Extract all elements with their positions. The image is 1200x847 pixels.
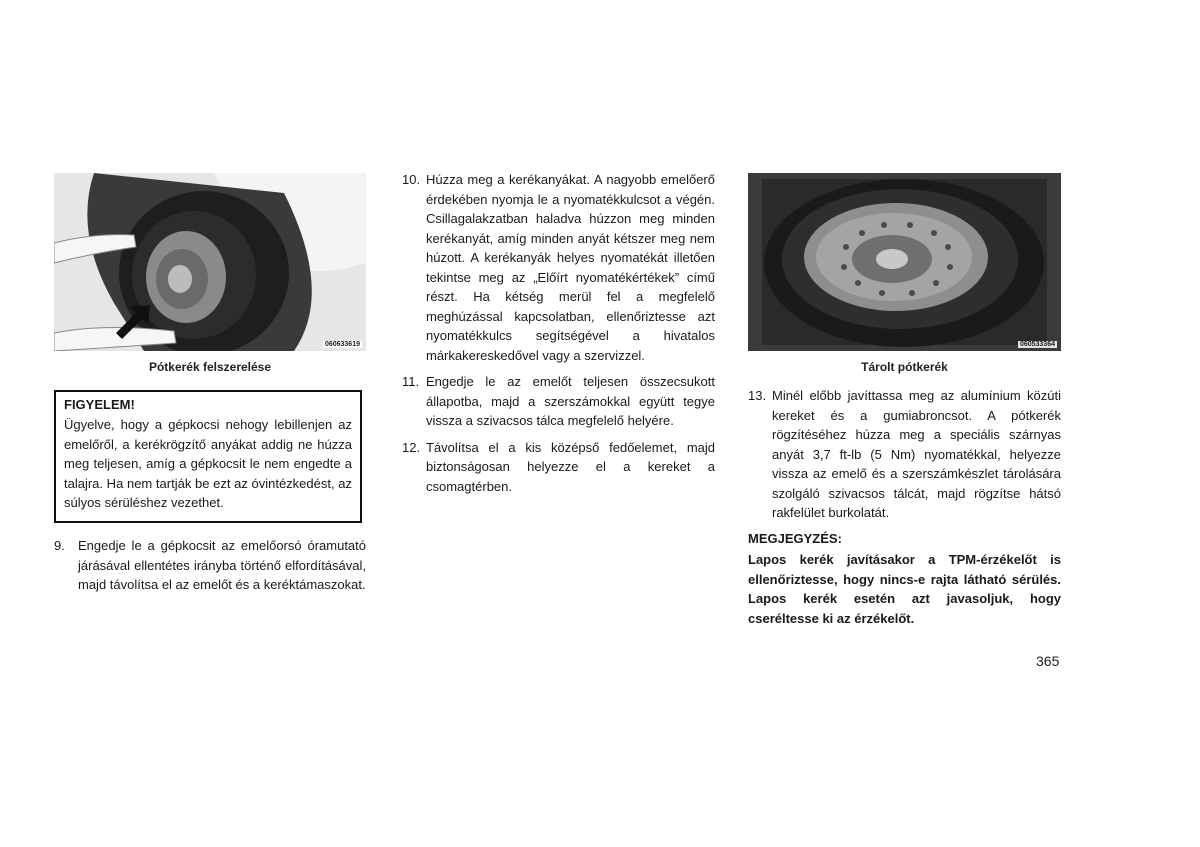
list-item	[402, 372, 715, 431]
figure-code: 060633619	[324, 341, 360, 348]
list-item	[402, 170, 715, 365]
warning-text: Ügyelve, hogy a gépkocsi nehogy lebillenjen az emelőről, a kerékrögzítő anyákat addig ne húzza meg teljesen, amíg a gépkocsit le nem engedte a talajra. Ha nem tartják be ezt az óvintézkedést, az súlyos sérüléshez vezethet.	[64, 417, 352, 510]
step-number: 12.	[402, 439, 421, 455]
step-text: Engedje le az emelőt teljesen összecsukott állapotba, majd a szerszámokkal együtt tegye vissza a szivacsos tálca megfelelő helyére.	[426, 374, 715, 428]
page-number: 365	[1036, 653, 1060, 669]
figure-caption: Tárolt pótkerék	[861, 360, 948, 374]
stored-tire-illustration	[748, 173, 1061, 351]
step-number: 10.	[402, 172, 421, 187]
steps-list	[402, 170, 715, 503]
step-text: Távolítsa el a kis középső fedőelemet, majd biztonságosan helyezze el a kereket a csomagtérben.	[426, 439, 715, 494]
step-number: 11.	[402, 374, 420, 389]
step-text: Engedje le a gépkocsit az emelőorsó óramutató járásával ellentétes irányba történő elfordításával, majd távolítsa el az emelőt és a keréktámaszokat.	[78, 538, 366, 592]
list-item	[54, 536, 366, 595]
tire-mounting-illustration	[54, 173, 366, 351]
step-number: 9.	[54, 538, 65, 553]
figure-code: 060533364	[1019, 341, 1055, 348]
warning-title: FIGYELEM!	[64, 397, 135, 412]
step-text: Minél előbb javíttassa meg az alumínium közúti kereket és a gumiabroncsot. A pótkerék rögzítéséhez húzza meg a speciális szárnyas anyát 3,7 ft-lb (5 Nm) nyomatékkal, helyezze vissza az emelő és a szerszámkészlet tárolására szolgáló szivacsos tálcát, majd rögzítse hátsó rakfelület burkolatát.	[772, 388, 1061, 520]
list-item	[748, 386, 1061, 523]
steps-list	[748, 386, 1061, 530]
spare-tire-mounting-photo	[54, 173, 366, 351]
stored-spare-tire-photo	[748, 173, 1061, 351]
note-text: Lapos kerék javításakor a TPM-érzékelőt is ellenőriztesse, hogy nincs-e rajta látható sérülés. Lapos kerék esetén azt javasoljuk, hogy cseréltesse ki az érzékelőt.	[748, 552, 1061, 626]
warning-box	[54, 390, 362, 523]
note-title: MEGJEGYZÉS:	[748, 531, 842, 546]
step-number: 13.	[748, 388, 767, 403]
figure-caption: Pótkerék felszerelése	[148, 360, 272, 374]
step-text: Húzza meg a kerékanyákat. A nagyobb emelőerő érdekében nyomja le a nyomatékkulcsot a végén. Csillagalakzatban haladva húzzon meg minden kerékanyát, amíg minden anyát kétszer meg nem húzott. A kerékanyák helyes nyomatékát illetően tekintse meg az „Előírt nyomatékértékek” című részt. Ha kétség merül fel a megfelelő meghúzással kapcsolatban, ellenőriztesse azt nyomatékkulcs segítségével a hivatalos márkakereskedővel vagy a szervizzel.	[426, 172, 715, 363]
list-item	[402, 438, 715, 497]
steps-list	[54, 536, 366, 602]
